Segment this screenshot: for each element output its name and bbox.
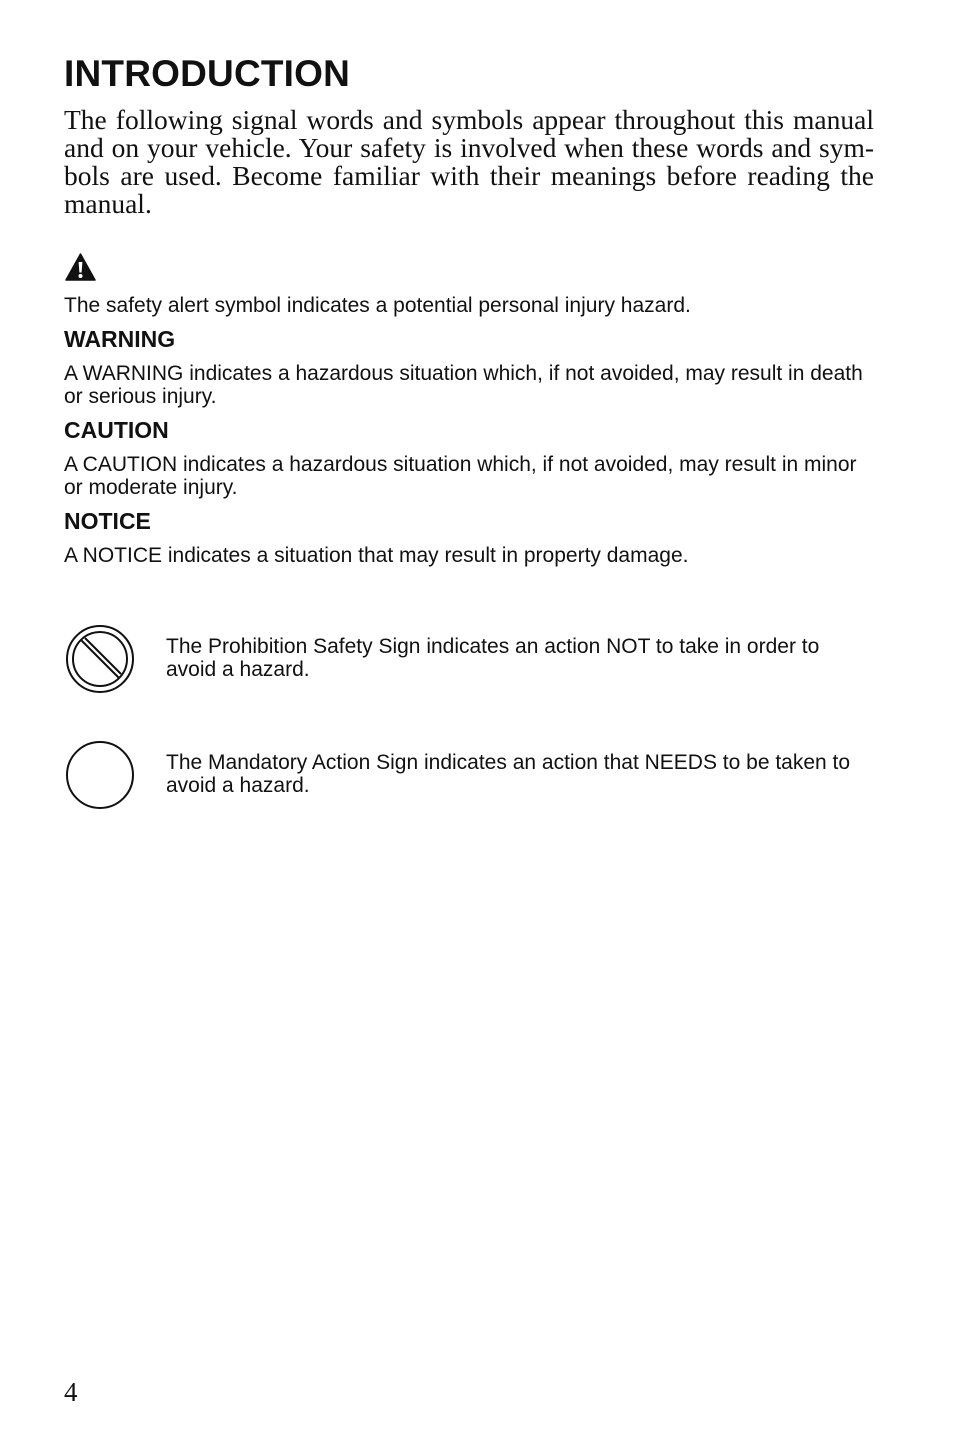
page-number: 4: [64, 1377, 78, 1407]
notice-heading: NOTICE: [64, 508, 151, 534]
safety-alert-text: The safety alert symbol indicates a potential personal injury hazard.: [64, 294, 691, 317]
mandatory-action-sign-text: The Mandatory Action Sign indicates an action that NEEDS to be taken to avoid a hazard.: [166, 751, 851, 797]
caution-heading: CAUTION: [64, 417, 169, 443]
notice-text: A NOTICE indicates a situation that may result in property damage.: [64, 544, 689, 567]
page-title: INTRODUCTION: [64, 53, 351, 94]
prohibition-sign-icon: [65, 624, 135, 694]
mandatory-action-sign-icon: [65, 740, 135, 810]
caution-text: A CAUTION indicates a hazardous situation which, if not avoided, may result in minor or moderate injury.: [64, 453, 857, 499]
warning-triangle-icon: [65, 253, 96, 281]
warning-text: A WARNING indicates a hazardous situation which, if not avoided, may result in death or serious injury.: [64, 362, 863, 408]
warning-heading: WARNING: [64, 326, 176, 352]
intro-paragraph: The following signal words and symbols appear throughout this manual and on your vehicle. Your safety is involved when these words and sym-bols are used. Become familiar with their meanings before reading the manual.: [64, 104, 874, 219]
prohibition-sign-text: The Prohibition Safety Sign indicates an action NOT to take in order to avoid a hazard.: [166, 635, 820, 681]
